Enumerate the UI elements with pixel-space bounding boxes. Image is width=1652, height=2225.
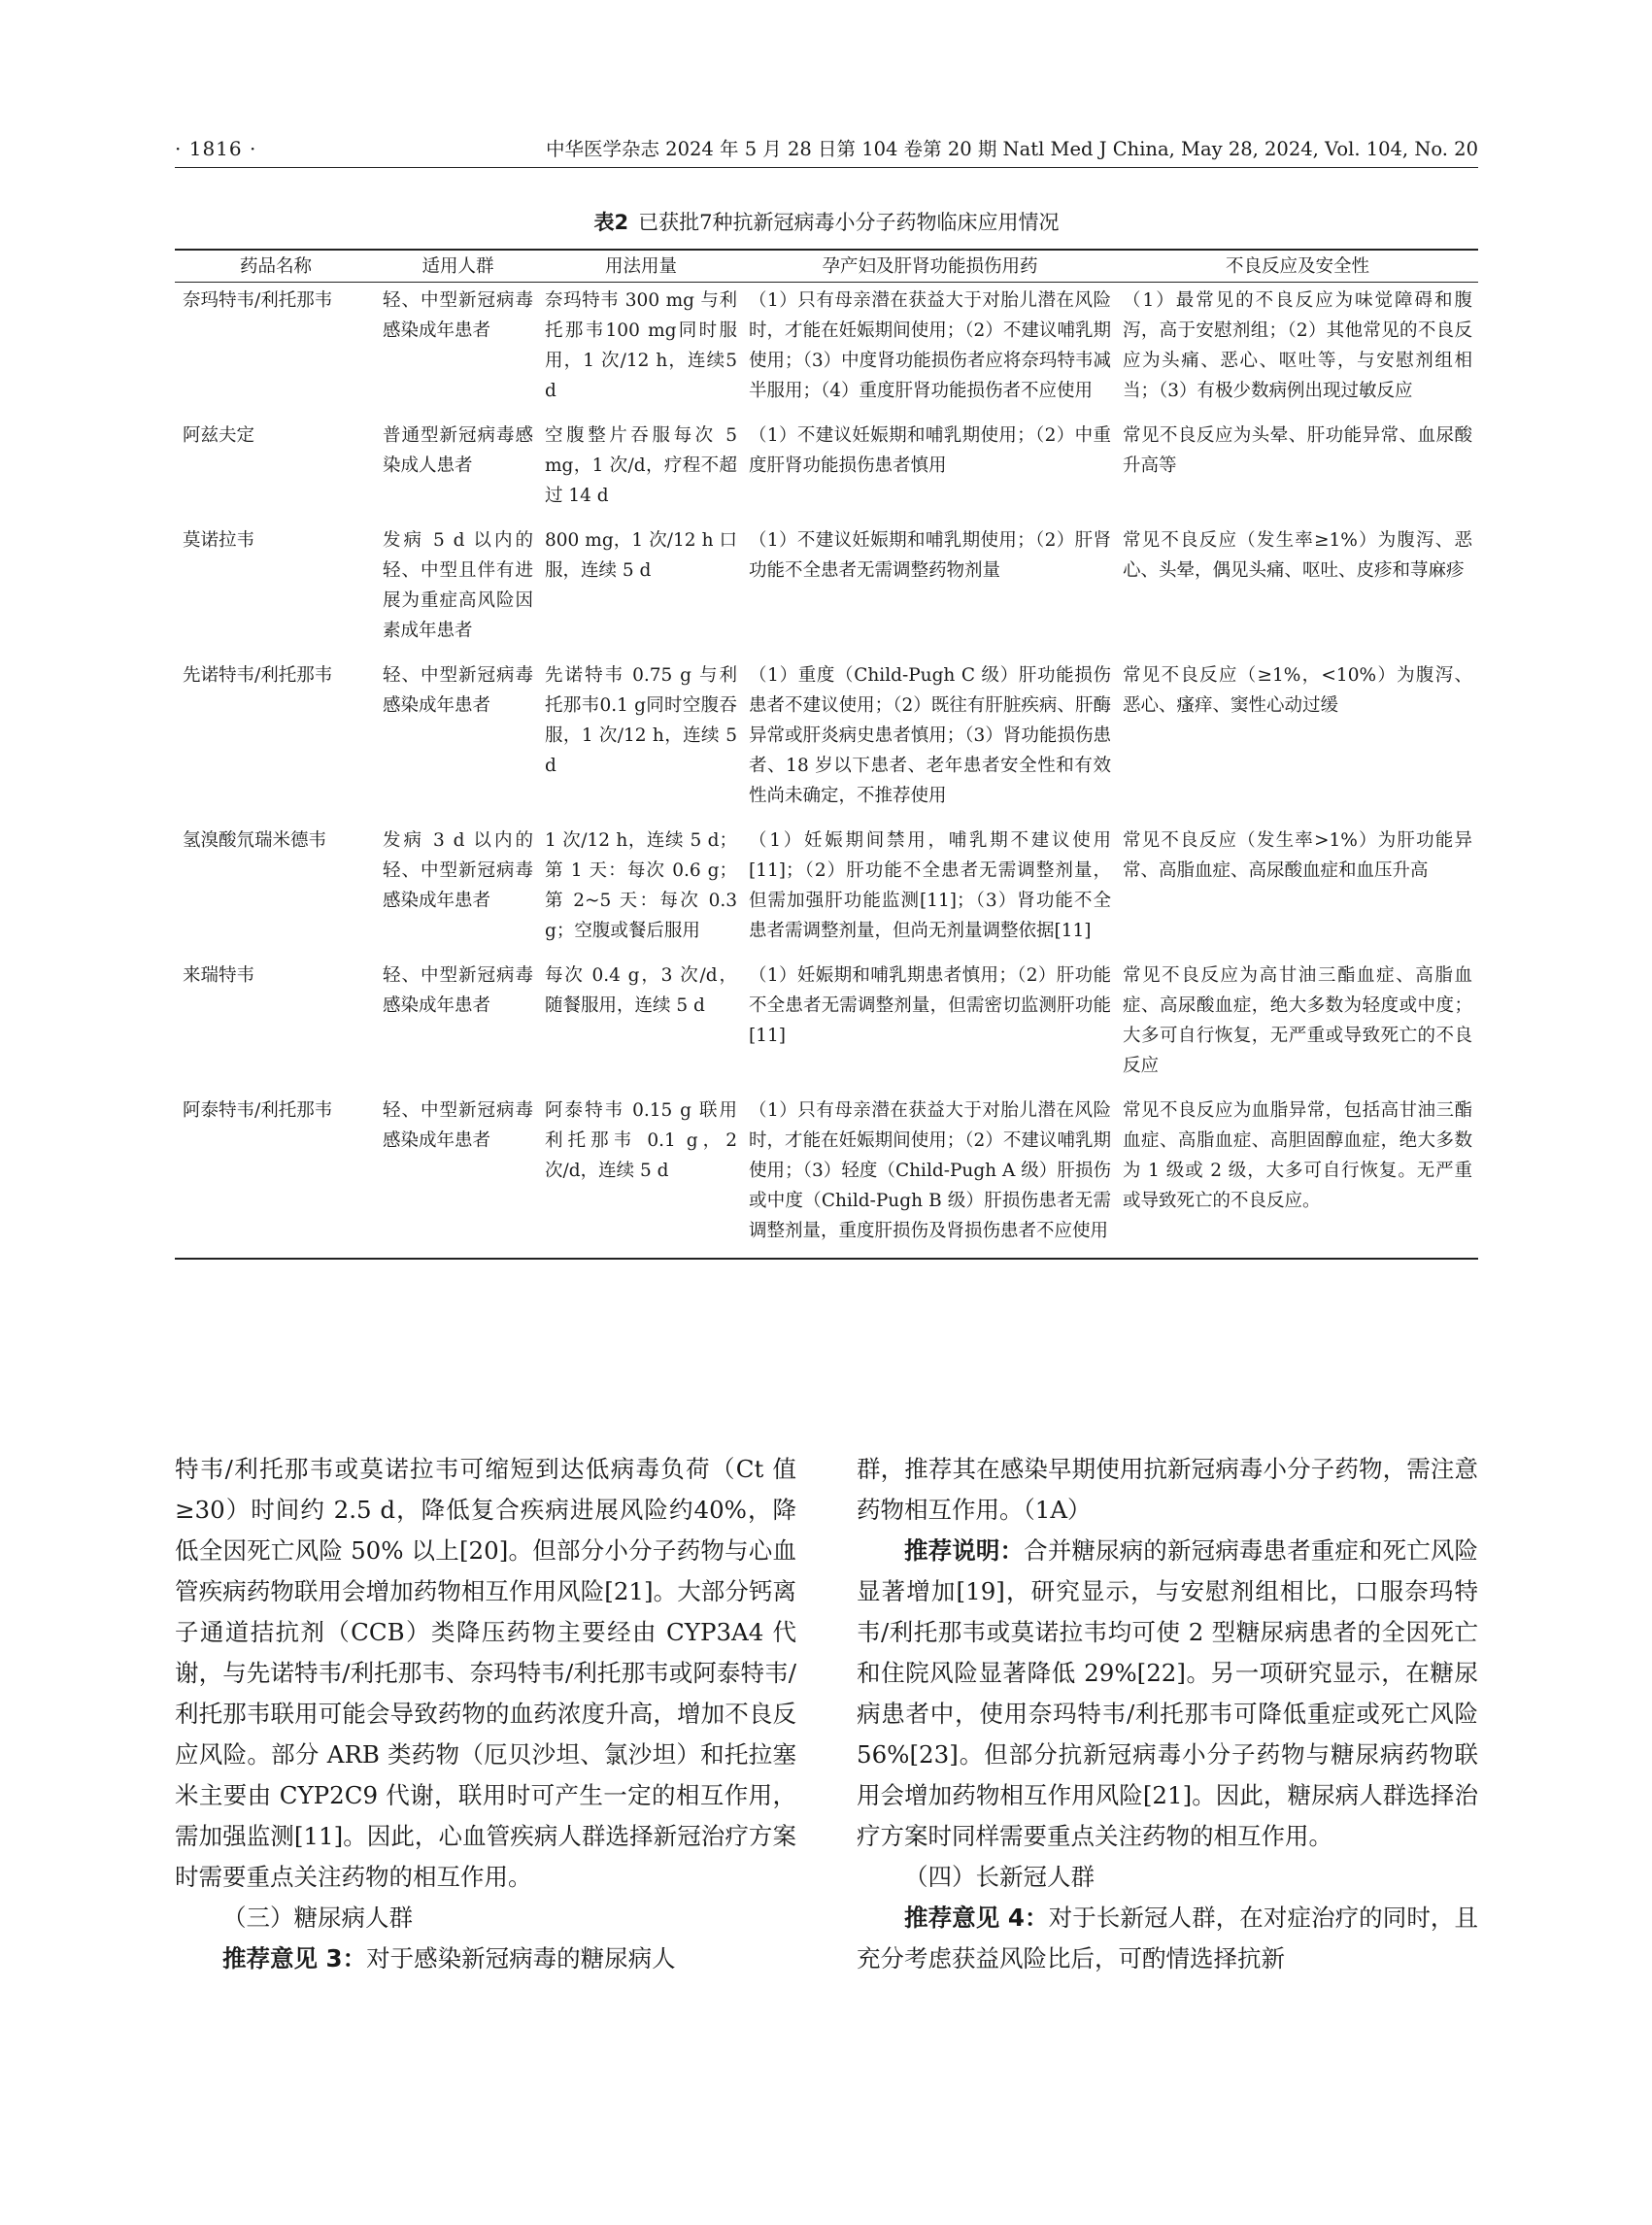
population-cell: 轻、中型新冠病毒感染成年患者 — [383, 665, 533, 716]
running-header — [175, 134, 1478, 168]
dosage-cell: 奈玛特韦 300 mg 与利托那韦100 mg同时服用，1 次/12 h，连续5 d — [545, 290, 737, 401]
adverse-reaction-cell: 常见不良反应（发生率>1%）为肝功能异常、高脂血症、高尿酸血症和血压升高 — [1123, 830, 1472, 881]
recommendation-paragraph — [175, 1938, 796, 1979]
journal-running-title: 中华医学杂志 2024 年 5 月 28 日第 104 卷第 20 期 Natl Med J China, May 28, 2024, Vol. 104, No. 20 — [545, 138, 1478, 160]
table-header-row — [175, 250, 1478, 283]
population-cell: 普通型新冠病毒感染成人患者 — [383, 425, 533, 476]
page-number: · 1816 · — [175, 137, 257, 160]
column-header: 用法用量 — [539, 250, 743, 283]
drug-name: 奈玛特韦/利托那韦 — [183, 290, 333, 311]
drug-name: 来瑞特韦 — [183, 965, 255, 986]
adverse-reaction-cell: 常见不良反应为高甘油三酯血症、高脂血症、高尿酸血症，绝大多数为轻度或中度；大多可自行恢复，无严重或导致死亡的不良反应 — [1123, 965, 1472, 1076]
dosage-cell: 先诺特韦 0.75 g 与利托那韦0.1 g同时空腹吞服，1 次/12 h，连续 5 d — [545, 665, 737, 776]
column-header: 不良反应及安全性 — [1117, 250, 1478, 283]
recommendation-paragraph — [857, 1898, 1478, 1979]
body-column-right — [857, 1449, 1478, 1979]
drug-name: 阿兹夫定 — [183, 425, 255, 446]
table-title: 已获批7种抗新冠病毒小分子药物临床应用情况 — [638, 211, 1060, 234]
special-population-cell: （1）只有母亲潜在获益大于对胎儿潜在风险时，才能在妊娠期间使用；（2）不建议哺乳期使用；（3）轻度（Child-Pugh A 级）肝损伤或中度（Child-Pugh B 级）肝损伤患者无需调整剂量，重度肝损伤及肾损伤患者不应使用 — [749, 1100, 1111, 1241]
dosage-cell: 阿泰特韦 0.15 g 联用利托那韦 0.1 g，2次/d，连续 5 d — [545, 1100, 737, 1181]
dosage-cell: 每次 0.4 g，3 次/d，随餐服用，连续 5 d — [545, 965, 737, 1016]
adverse-reaction-cell: 常见不良反应为血脂异常，包括高甘油三酯血症、高脂血症、高胆固醇血症，绝大多数为 1 级或 2 级，大多可自行恢复。无严重或导致死亡的不良反应。 — [1123, 1100, 1472, 1211]
explanation-paragraph — [857, 1531, 1478, 1857]
drug-name: 先诺特韦/利托那韦 — [183, 665, 333, 686]
special-population-cell: （1）不建议妊娠期和哺乳期使用；（2）中重度肝肾功能损伤患者慎用 — [749, 425, 1111, 476]
population-cell: 轻、中型新冠病毒感染成年患者 — [383, 965, 533, 1016]
adverse-reaction-cell: 常见不良反应为头晕、肝功能异常、血尿酸升高等 — [1123, 425, 1472, 476]
adverse-reaction-cell: 常见不良反应（发生率≥1%）为腹泻、恶心、头晕，偶见头痛、呕吐、皮疹和荨麻疹 — [1123, 530, 1472, 581]
table-row — [175, 283, 1478, 419]
special-population-cell: （1）不建议妊娠期和哺乳期使用；（2）肝肾功能不全患者无需调整药物剂量 — [749, 530, 1111, 581]
section-heading: （四）长新冠人群 — [904, 1863, 1095, 1891]
recommendation-label: 推荐意见 3： — [222, 1944, 367, 1972]
dosage-cell: 1 次/12 h，连续 5 d；第 1 天：每次 0.6 g；第 2~5 天：每次 0.3 g；空腹或餐后服用 — [545, 830, 737, 941]
drug-table — [175, 249, 1478, 1260]
special-population-cell: （1）重度（Child-Pugh C 级）肝功能损伤患者不建议使用；（2）既往有肝脏疾病、肝酶异常或肝炎病史患者慎用；（3）肾功能损伤患者、18 岁以下患者、老年患者安全性和有效性尚未确定，不推荐使用 — [749, 665, 1111, 806]
adverse-reaction-cell: （1）最常见的不良反应为味觉障碍和腹泻，高于安慰剂组；（2）其他常见的不良反应为头痛、恶心、呕吐等，与安慰剂组相当；（3）有极少数病例出现过敏反应 — [1123, 290, 1472, 401]
recommendation-label: 推荐意见 4： — [904, 1904, 1049, 1932]
table-row — [175, 523, 1478, 657]
drug-name: 莫诺拉韦 — [183, 530, 255, 551]
recommendation-text: 对于感染新冠病毒的糖尿病人 — [366, 1944, 676, 1972]
table-row — [175, 958, 1478, 1093]
table-row — [175, 418, 1478, 523]
table-label: 表2 — [593, 211, 629, 234]
table-row — [175, 1093, 1478, 1259]
column-header: 孕产妇及肝肾功能损伤用药 — [743, 250, 1117, 283]
section-heading: （三）糖尿病人群 — [222, 1904, 413, 1932]
explanation-text: 合并糖尿病的新冠病毒患者重症和死亡风险显著增加[19]，研究显示，与安慰剂组相比，口服奈玛特韦/利托那韦或莫诺拉韦均可使 2 型糖尿病患者的全因死亡和住院风险显著降低 29%[22]。另一项研究显示，在糖尿病患者中，使用奈玛特韦/利托那韦可降低重症或死亡风险 56%[23]。但部分抗新冠病毒小分子药物与糖尿病药物联用会增加药物相互作用风险[21]。因此，糖尿病人群选择治疗方案时同样需要重点关注药物的相互作用。 — [857, 1536, 1479, 1850]
body-paragraph: 特韦/利托那韦或莫诺拉韦可缩短到达低病毒负荷（Ct 值≥30）时间约 2.5 d，降低复合疾病进展风险约40%，降低全因死亡风险 50% 以上[20]。但部分小分子药物与心血管疾病药物联用会增加药物相互作用风险[21]。大部分钙离子通道拮抗剂（CCB）类降压药物主要经由 CYP3A4 代谢，与先诺特韦/利托那韦、奈玛特韦/利托那韦或阿泰特韦/利托那韦联用可能会导致药物的血药浓度升高，增加不良反应风险。部分 ARB 类药物（厄贝沙坦、氯沙坦）和托拉塞米主要由 CYP2C9 代谢，联用时可产生一定的相互作用，需加强监测[11]。因此，心血管疾病人群选择新冠治疗方案时需要重点关注药物的相互作用。 — [175, 1455, 796, 1891]
special-population-cell: （1）妊娠期间禁用，哺乳期不建议使用[11]；（2）肝功能不全患者无需调整剂量，但需加强肝功能监测[11]；（3）肾功能不全患者需调整剂量，但尚无剂量调整依据[11] — [749, 830, 1111, 941]
population-cell: 发病 3 d 以内的轻、中型新冠病毒感染成年患者 — [383, 830, 533, 911]
explanation-label: 推荐说明： — [904, 1536, 1025, 1565]
table-row — [175, 823, 1478, 958]
body-column-left — [175, 1449, 796, 1979]
population-cell: 发病 5 d 以内的轻、中型且伴有进展为重症高风险因素成年患者 — [383, 530, 533, 641]
drug-name: 氢溴酸氘瑞米德韦 — [183, 830, 327, 851]
table-caption — [175, 207, 1478, 236]
table-row — [175, 657, 1478, 823]
dosage-cell: 空腹整片吞服每次 5 mg，1 次/d，疗程不超过 14 d — [545, 425, 737, 506]
population-cell: 轻、中型新冠病毒感染成年患者 — [383, 1100, 533, 1151]
body-paragraph: 群，推荐其在感染早期使用抗新冠病毒小分子药物，需注意药物相互作用。（1A） — [857, 1455, 1478, 1524]
population-cell: 轻、中型新冠病毒感染成年患者 — [383, 290, 533, 341]
dosage-cell: 800 mg，1 次/12 h 口服，连续 5 d — [545, 530, 737, 581]
column-header: 适用人群 — [377, 250, 539, 283]
adverse-reaction-cell: 常见不良反应（≥1%，<10%）为腹泻、恶心、瘙痒、窦性心动过缓 — [1123, 665, 1472, 716]
column-header: 药品名称 — [175, 250, 377, 283]
special-population-cell: （1）只有母亲潜在获益大于对胎儿潜在风险时，才能在妊娠期间使用；（2）不建议哺乳期使用；（3）中度肾功能损伤者应将奈玛特韦减半服用；（4）重度肝肾功能损伤者不应使用 — [749, 290, 1111, 401]
recommendation-text: 对于长新冠人群，在对症治疗的同时，且充分考虑获益风险比后，可酌情选择抗新 — [857, 1904, 1479, 1972]
special-population-cell: （1）妊娠期和哺乳期患者慎用；（2）肝功能不全患者无需调整剂量，但需密切监测肝功能[11] — [749, 965, 1111, 1046]
drug-name: 阿泰特韦/利托那韦 — [183, 1100, 333, 1121]
